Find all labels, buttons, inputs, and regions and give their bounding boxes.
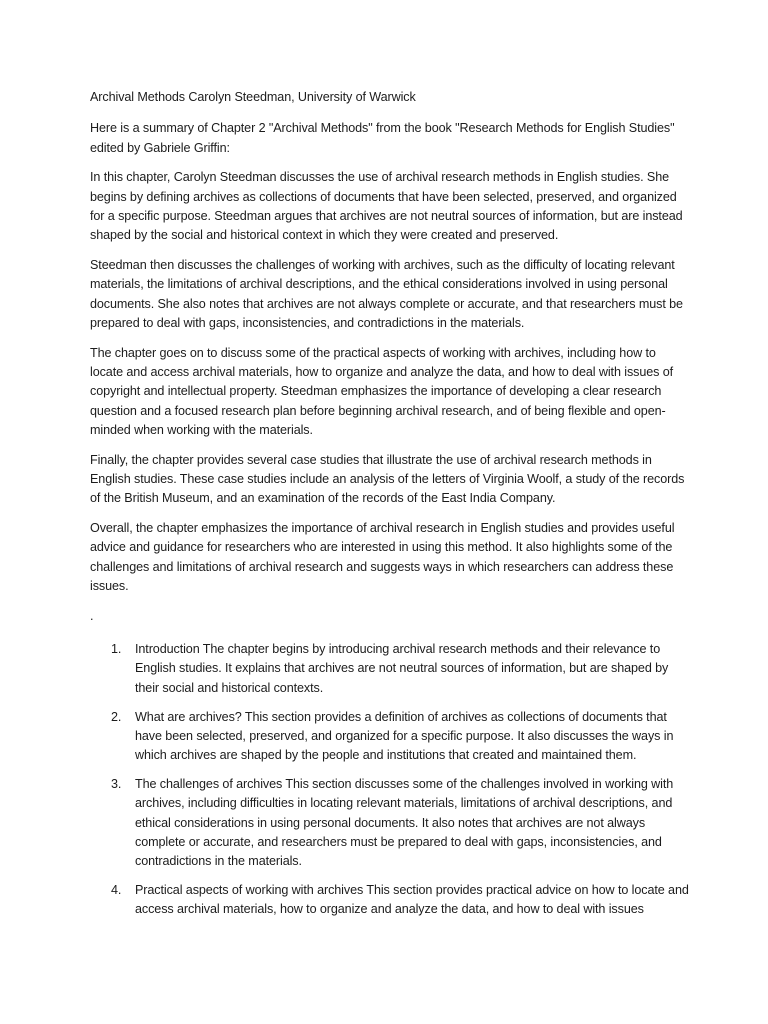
list-item-text: What are archives? This section provides a definition of archives as collections of documents that have been selected, preserved, and organized for a specific purpose. It also discusses the ways in which archives are shaped by the people and institutions that created and maintained them. xyxy=(135,709,674,763)
list-item-text: Introduction The chapter begins by introducing archival research methods and their relevance to English studies. It explains that archives are not neutral sources of information, but are shaped by their social and historical contexts. xyxy=(135,642,669,695)
list-item-text: The challenges of archives This section discusses some of the challenges involved in working with archives, including difficulties in locating relevant materials, limitations of archival descriptions, and ethical considerations in using personal documents. It also notes that archives are not always complete or accurate, and researchers must be prepared to deal with gaps, inconsistencies, and contradictions in the materials. xyxy=(135,776,674,869)
body-paragraph-1: In this chapter, Carolyn Steedman discusses the use of archival research methods in English studies. She begins by defining archives as collections of documents that have been selected, preserved, and organized for a specific purpose. Steedman argues that archives are not neutral sources of information, but are instead shaped by the social and historical context in which they were created and preserved. xyxy=(90,170,683,243)
intro-paragraph: Here is a summary of Chapter 2 "Archival Methods" from the book "Research Methods for English Studies" edited by Gabriele Griffin: xyxy=(90,121,675,155)
list-item xyxy=(90,708,690,766)
list-item-text: Practical aspects of working with archives This section provides practical advice on how to locate and access archival materials, how to organize and analyze the data, and how to deal with issues xyxy=(135,882,689,917)
list-item-number: 2. xyxy=(111,709,122,724)
body-paragraph-3: The chapter goes on to discuss some of the practical aspects of working with archives, including how to locate and access archival materials, how to organize and analyze the data, and how to deal with issues of copyright and intellectual property. Steedman emphasizes the importance of developing a clear research question and a focused research plan before beginning archival research, and of being flexible and open-minded when working with the materials. xyxy=(90,345,674,437)
section-list xyxy=(90,640,690,919)
body-paragraph-4: Finally, the chapter provides several case studies that illustrate the use of archival research methods in English studies. These case studies include an analysis of the letters of Virginia Woolf, a study of the records of the British Museum, and an examination of the records of the East India Company. xyxy=(90,452,685,506)
list-item-number: 4. xyxy=(111,882,122,897)
body-paragraph-2: Steedman then discusses the challenges of working with archives, such as the difficulty of locating relevant materials, the limitations of archival descriptions, and the ethical considerations involved in using personal documents. She also notes that archives are not always complete or accurate, and that researchers must be prepared to deal with gaps, inconsistencies, and contradictions in the materials. xyxy=(90,258,683,330)
list-item xyxy=(90,640,690,698)
body-paragraph-5: Overall, the chapter emphasizes the importance of archival research in English studies and provides useful advice and guidance for researchers who are interested in using this method. It also highlights some of the challenges and limitations of archival research and suggests ways in which researchers can address these issues. xyxy=(90,521,675,594)
separator-dot: . xyxy=(90,608,94,623)
list-item xyxy=(90,881,690,920)
list-item xyxy=(90,775,690,871)
list-item-number: 3. xyxy=(111,776,122,791)
document-title: Archival Methods Carolyn Steedman, University of Warwick xyxy=(90,90,416,104)
list-item-number: 1. xyxy=(111,642,122,657)
document-page xyxy=(90,88,690,929)
